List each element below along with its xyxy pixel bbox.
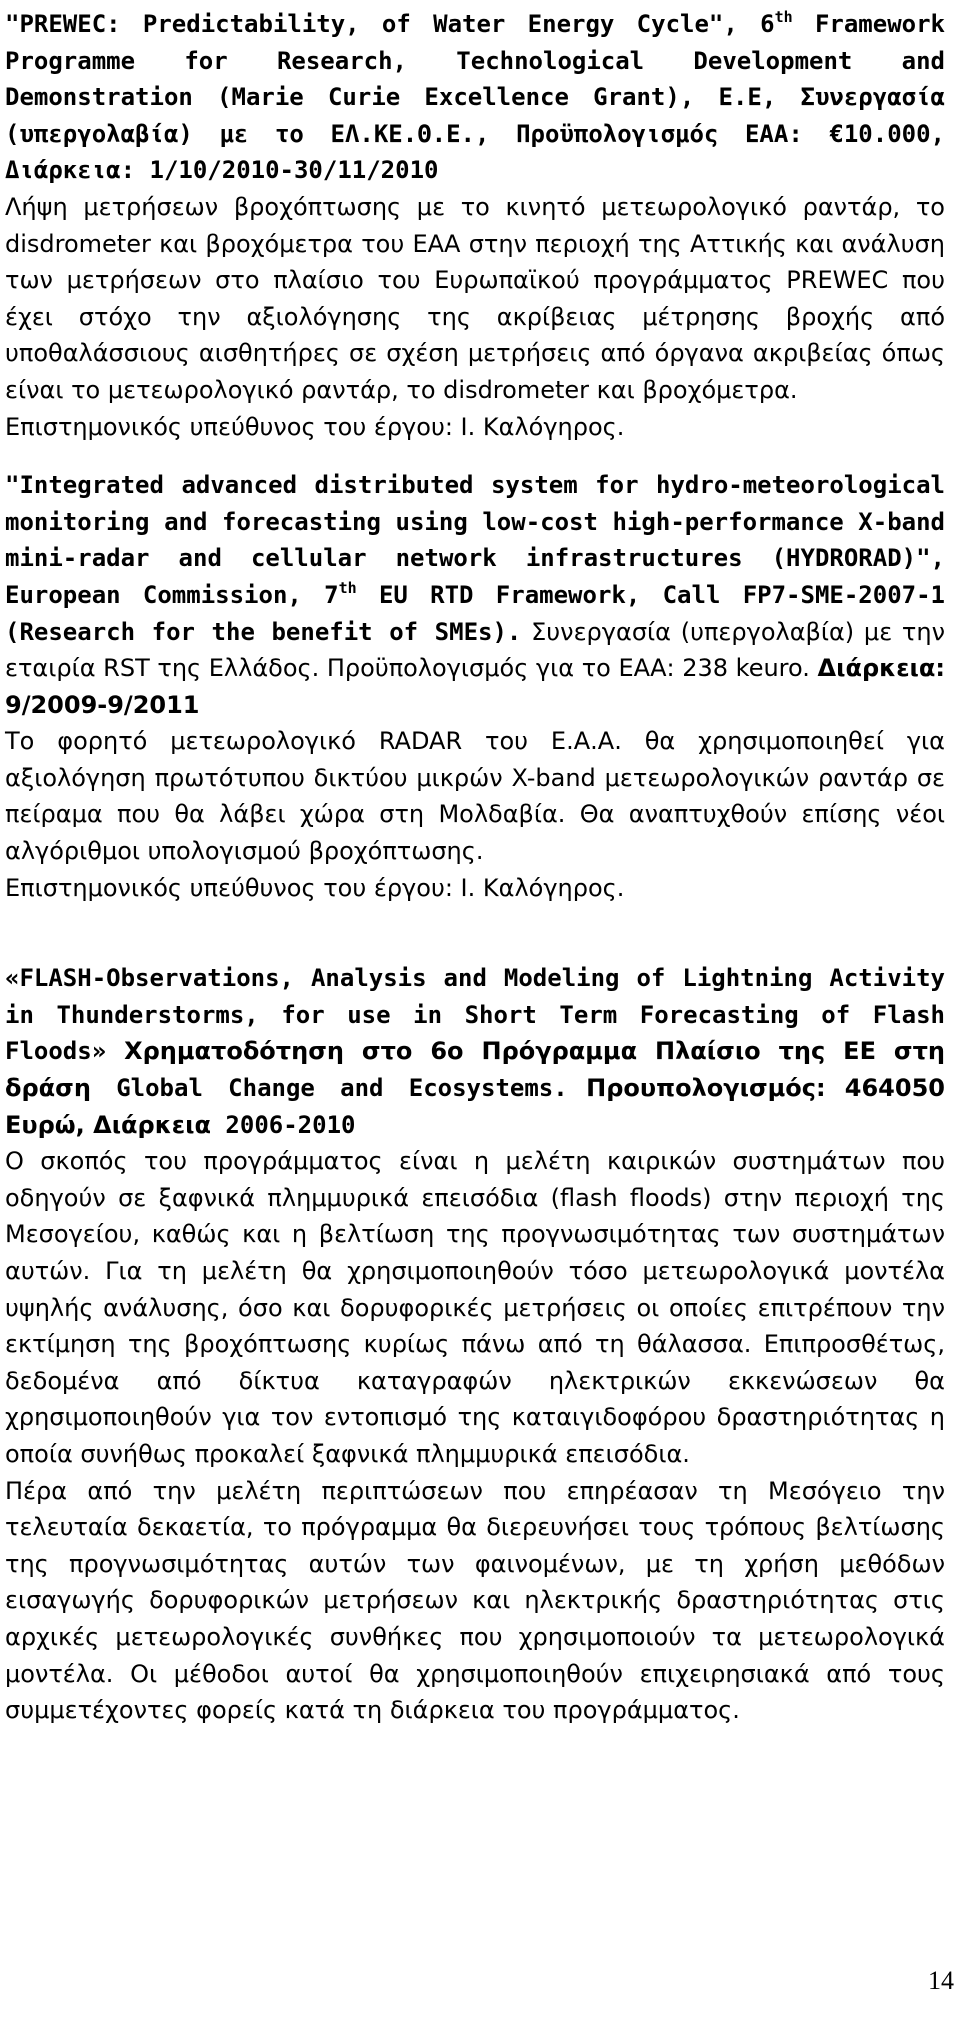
project-description-continued: Πέρα από την μελέτη περιπτώσεων που επηρέασαν τη Μεσόγειο την τελευταία δεκαετία, το πρόγραμμα θα διερευνήσει τους τρόπους βελτίωσης της προγνωσιμότητας αυτών των φαινομένων, με τη χρήση μεθόδων εισαγωγής δορυφορικών μετρήσεων και ηλεκτρικής δραστηριότητας στις αρχικές μετεωρολογικές συνθήκες που χρησιμοποιούν τα μετεωρολογικά μοντέλα. Οι μέθοδοι αυτοί θα χρησιμοποιηθούν επιχειρησιακά από τους συμμετέχοντες φορείς κατά τη διάρκεια του προγράμματος. bbox=[5, 1476, 945, 1725]
project-description: Λήψη μετρήσεων βροχόπτωσης με το κινητό μετεωρολογικό ραντάρ, το disdrometer και βροχόμετρα του ΕΑΑ στην περιοχή της Αττικής και ανάλυση των μετρήσεων στο πλαίσιο του Ευρωπαϊκού προγράμματος PREWEC που έχει στόχο την αξιολόγησης της ακρίβειας μέτρησης βροχής από υποθαλάσσιους αισθητήρες σε σχέση μετρήσεις από όργανα ακριβείας όπως είναι το μετεωρολογικό ραντάρ, το disdrometer και βροχόμετρα. bbox=[5, 192, 945, 404]
section-gap bbox=[5, 445, 945, 467]
project-description: Ο σκοπός του προγράμματος είναι η μελέτη καιρικών συστημάτων που οδηγούν σε ξαφνικά πλημμυρικά επεισόδια (flash floods) στην περιοχή της Μεσογείου, καθώς και η βελτίωση της προγνωσιμότητας των συστημάτων αυτών. Για τη μελέτη θα χρησιμοποιηθούν τόσο μετεωρολογικά μοντέλα υψηλής ανάλυσης, όσο και δορυφορικές μετρήσεις οι οποίες επιτρέπουν την εκτίμηση της βροχόπτωσης κυρίως πάνω από τη θάλασσα. Επιπροσθέτως, δεδομένα από δίκτυα καταγραφών ηλεκτρικών εκκενώσεων θα χρησιμοποιηθούν για τον εντοπισμό της καταιγιδοφόρου δραστηριότητας η οποία συνήθως προκαλεί ξαφνικά πλημμυρικά επεισόδια. bbox=[5, 1147, 945, 1468]
project-flash bbox=[5, 960, 945, 1728]
project-title bbox=[5, 6, 945, 189]
section-gap bbox=[5, 906, 945, 960]
page-content bbox=[5, 6, 945, 1729]
funding: Χρηματοδότηση στο 6ο Πρόγραμμα Πλαίσιο της ΕΕ στη δράση bbox=[5, 1037, 945, 1103]
project-hydrorad bbox=[5, 467, 945, 906]
duration-years: 2006-2010 bbox=[210, 1110, 356, 1139]
title-text-cont: EU RTD Framework, Call FP7-SME-2007-1 (Research for the benefit of SMEs). bbox=[5, 580, 945, 646]
title-text: «FLASH-Observations, Analysis and Modeling of Lightning Activity in Thunderstorms, for use in Short Term Forecasting of Flash Floods» bbox=[5, 964, 945, 1066]
project-title bbox=[5, 467, 945, 723]
funding-action: Global Change and Ecosystems. bbox=[90, 1074, 568, 1103]
partnership-budget: Συνεργασία (υπεργολαβία) με την εταιρία RST της Ελλάδος. Προϋπολογισμός για το ΕΑΑ: 238 keuro. bbox=[5, 617, 945, 683]
page-number: 14 bbox=[928, 1966, 954, 1995]
title-text: "PREWEC: Predictability, of Water Energy Cycle", 6 bbox=[5, 10, 775, 38]
budget-duration: Προυπολογισμός: 464050 Ευρώ, Διάρκεια bbox=[5, 1074, 945, 1139]
scientific-responsible: Επιστημονικός υπεύθυνος του έργου: Ι. Καλόγηρος. bbox=[5, 412, 625, 441]
project-prewec bbox=[5, 6, 945, 445]
duration: Διάρκεια: 9/2009-9/2011 bbox=[5, 654, 945, 719]
title-superscript: th bbox=[774, 8, 793, 26]
scientific-responsible: Επιστημονικός υπεύθυνος του έργου: Ι. Καλόγηρος. bbox=[5, 873, 625, 902]
project-description: Το φορητό μετεωρολογικό RADAR του Ε.Α.Α. θα χρησιμοποιηθεί για αξιολόγηση πρωτότυπου δικτύου μικρών X-band μετεωρολογικών ραντάρ σε πείραμα που θα λάβει χώρα στη Μολδαβία. Θα αναπτυχθούν επίσης νέοι αλγόριθμοι υπολογισμού βροχόπτωσης. bbox=[5, 727, 945, 866]
title-superscript: th bbox=[338, 578, 357, 597]
project-title bbox=[5, 960, 945, 1143]
title-text: "Integrated advanced distributed system for hydro-meteorological monitoring and forecasting using low-cost high-performance X-band mini-radar and cellular network infrastructures (HYDRORAD)", European Commission, 7 bbox=[5, 471, 945, 609]
title-text-cont: Framework Programme for Research, Technological Development and Demonstration (Marie Curie Excellence Grant), Ε.Ε, Συνεργασία (υπεργολαβία) με το ΕΛ.ΚΕ.Θ.Ε., Προϋπολογισμός ΕΑΑ: €10.000, Διάρκεια: 1/10/2010-30/11/2010 bbox=[5, 10, 945, 185]
